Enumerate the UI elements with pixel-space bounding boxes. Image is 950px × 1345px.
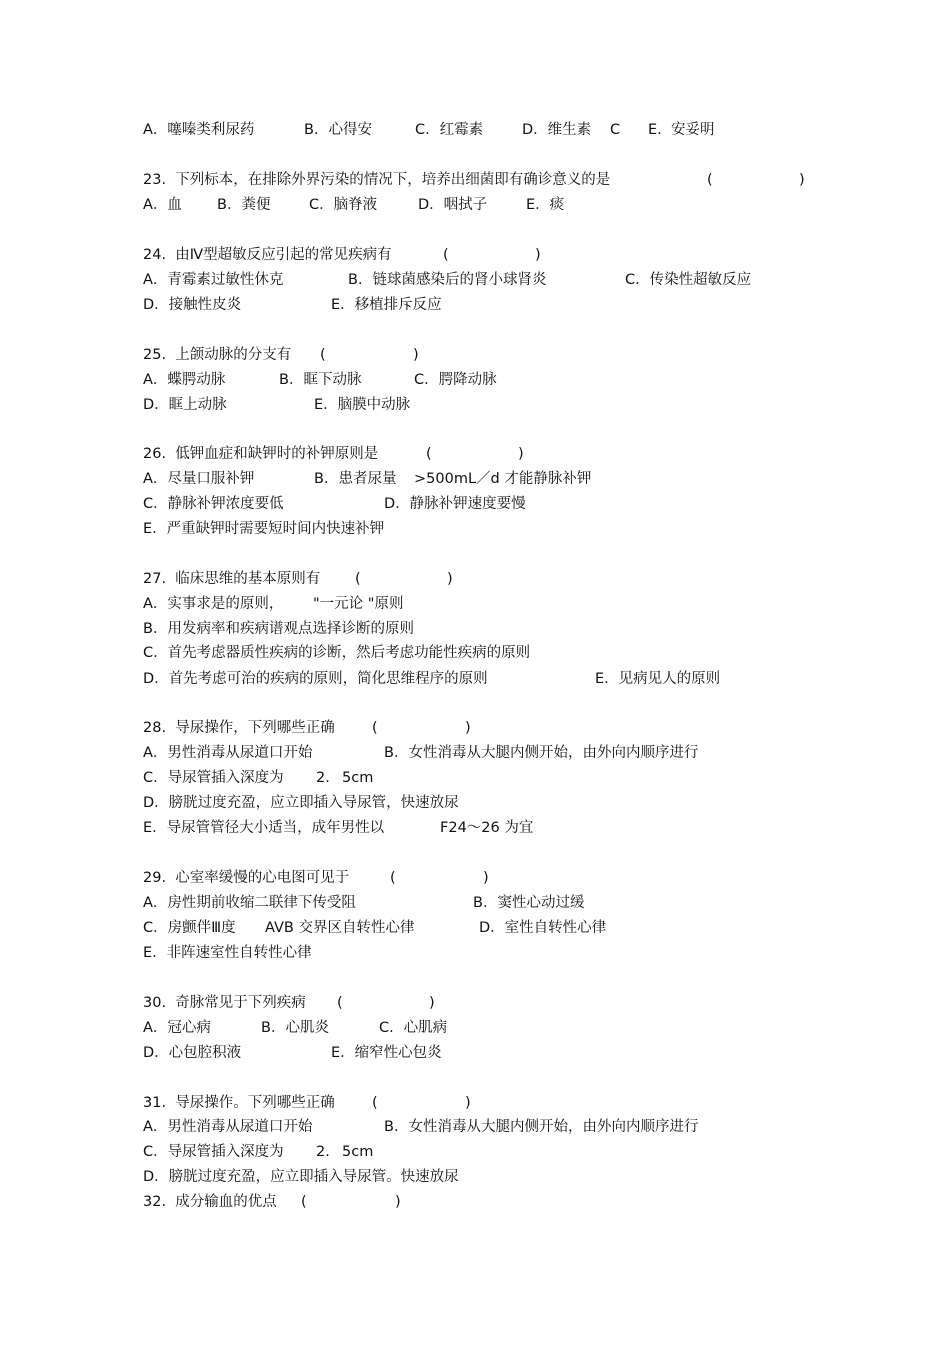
q25-stem-line bbox=[143, 345, 419, 365]
q26-option-c: C．静脉补钾浓度要低 bbox=[143, 496, 284, 512]
q24-stem: 24. 由Ⅳ型超敏反应引起的常见疾病有 bbox=[143, 247, 392, 263]
q22-options bbox=[143, 120, 715, 140]
q27-option-d: D．首先考虑可治的疾病的原则，简化思维程序的原则 bbox=[143, 671, 488, 687]
q25-option-a: A．蝶腭动脉 bbox=[143, 372, 226, 388]
q25-paren-close: ) bbox=[413, 347, 419, 363]
q31-paren-close: ) bbox=[465, 1095, 471, 1111]
q30-options-row1 bbox=[143, 1018, 448, 1038]
q26-option-a: A．尽量口服补钾 bbox=[143, 471, 255, 487]
q25-stem: 25. 上颌动脉的分支有 bbox=[143, 347, 292, 363]
q28-option-b: B．女性消毒从大腿内侧开始，由外向内顺序进行 bbox=[384, 745, 699, 761]
q26-option-b-condition: >500mL／d 才能静脉补钾 bbox=[414, 471, 592, 487]
q25-paren-open: ( bbox=[320, 347, 326, 363]
q29-paren-close: ) bbox=[483, 870, 489, 886]
q22-option-e: E. 安妥明 bbox=[648, 122, 715, 138]
q26-options-row1 bbox=[143, 469, 592, 489]
q24-option-c: C．传染性超敏反应 bbox=[625, 272, 752, 288]
q31-paren-open: ( bbox=[372, 1095, 378, 1111]
q23-paren-close: ) bbox=[799, 172, 805, 188]
q28-option-e: E．导尿管管径大小适当，成年男性以 bbox=[143, 820, 385, 836]
q24-option-b: B．链球菌感染后的肾小球肾炎 bbox=[348, 272, 547, 288]
q30-stem-line bbox=[143, 993, 435, 1013]
q24-option-d: D．接触性皮炎 bbox=[143, 297, 242, 313]
q29-options-row3 bbox=[143, 943, 312, 963]
q28-option-a: A．男性消毒从尿道口开始 bbox=[143, 745, 313, 761]
q27-paren-close: ) bbox=[447, 571, 453, 587]
q30-stem: 30. 奇脉常见于下列疾病 bbox=[143, 995, 306, 1011]
q27-option-c: C．首先考虑器质性疾病的诊断，然后考虑功能性疾病的原则 bbox=[143, 645, 531, 661]
q23-option-d: D．咽拭子 bbox=[418, 197, 488, 213]
q27-stem-line bbox=[143, 569, 453, 589]
q28-stem: 28. 导尿操作，下列哪些正确 bbox=[143, 720, 335, 736]
q24-options-row2 bbox=[143, 295, 442, 315]
q26-options-row2 bbox=[143, 494, 526, 514]
q26-option-d: D．静脉补钾速度要慢 bbox=[384, 496, 526, 512]
q25-options-row2 bbox=[143, 395, 411, 415]
q25-option-e: E．脑膜中动脉 bbox=[314, 397, 411, 413]
q24-options-row1 bbox=[143, 270, 752, 290]
q26-stem-line bbox=[143, 444, 524, 464]
q25-option-b: B．眶下动脉 bbox=[279, 372, 362, 388]
q27-option-a: A．实事求是的原则， bbox=[143, 596, 284, 612]
q31-stem: 31. 导尿操作。下列哪些正确 bbox=[143, 1095, 335, 1111]
q29-option-b: B．窦性心动过缓 bbox=[473, 895, 585, 911]
q29-option-d: D．室性自转性心律 bbox=[479, 920, 607, 936]
q30-option-e: E．缩窄性心包炎 bbox=[331, 1045, 442, 1061]
q30-options-row2 bbox=[143, 1043, 442, 1063]
q28-option-e-size: F24～26 为宜 bbox=[440, 820, 534, 836]
q25-options-row1 bbox=[143, 370, 497, 390]
q28-option-c-value: 2. bbox=[316, 770, 330, 786]
q29-options-row1 bbox=[143, 893, 585, 913]
q28-option-c-line bbox=[143, 768, 374, 788]
q23-option-c: C．脑脊液 bbox=[309, 197, 378, 213]
q26-paren-open: ( bbox=[426, 446, 432, 462]
q27-paren-open: ( bbox=[355, 571, 361, 587]
q28-option-e-line bbox=[143, 818, 534, 838]
q31-option-c: C．导尿管插入深度为 bbox=[143, 1144, 284, 1160]
q32-paren-open: ( bbox=[301, 1194, 307, 1210]
q28-options-row1 bbox=[143, 743, 699, 763]
q24-option-a: A．青霉素过敏性休克 bbox=[143, 272, 284, 288]
q24-paren-close: ) bbox=[535, 247, 541, 263]
q29-options-row2 bbox=[143, 918, 607, 938]
q30-option-c: C．心肌病 bbox=[379, 1020, 448, 1036]
q22-option-b: B．心得安 bbox=[304, 122, 372, 138]
q26-stem: 26. 低钾血症和缺钾时的补钾原则是 bbox=[143, 446, 379, 462]
q29-option-c: C．房颤伴Ⅲ度 bbox=[143, 920, 236, 936]
q27-option-de-line bbox=[143, 669, 721, 689]
q22-option-c: C．红霉素 bbox=[415, 122, 484, 138]
q30-paren-open: ( bbox=[337, 995, 343, 1011]
q30-option-a: A．冠心病 bbox=[143, 1020, 211, 1036]
q26-paren-close: ) bbox=[518, 446, 524, 462]
q31-options-row1 bbox=[143, 1117, 699, 1137]
q23-paren-open: ( bbox=[707, 172, 713, 188]
q23-stem: 23. 下列标本，在排除外界污染的情况下，培养出细菌即有确诊意义的是 bbox=[143, 172, 611, 188]
q27-option-b-line bbox=[143, 619, 414, 639]
q28-option-c: C．导尿管插入深度为 bbox=[143, 770, 284, 786]
q30-option-d: D．心包腔积液 bbox=[143, 1045, 242, 1061]
q31-option-d: D．膀胱过度充盈，应立即插入导尿管。快速放尿 bbox=[143, 1169, 459, 1185]
q22-option-a: A．噻嗪类利尿药 bbox=[143, 122, 255, 138]
q25-option-d: D．眶上动脉 bbox=[143, 397, 227, 413]
q24-stem-line bbox=[143, 245, 541, 265]
q27-option-b: B．用发病率和疾病谱观点选择诊断的原则 bbox=[143, 621, 414, 637]
q28-paren-close: ) bbox=[465, 720, 471, 736]
q27-option-e: E．见病见人的原则 bbox=[595, 671, 721, 687]
q23-option-e: E．痰 bbox=[526, 197, 565, 213]
q23-option-a: A．血 bbox=[143, 197, 182, 213]
q23-option-b: B．粪便 bbox=[217, 197, 271, 213]
q30-paren-close: ) bbox=[429, 995, 435, 1011]
q29-option-c-detail: AVB 交界区自转性心律 bbox=[265, 920, 415, 936]
q31-stem-line bbox=[143, 1093, 471, 1113]
q25-option-c: C．腭降动脉 bbox=[414, 372, 497, 388]
q28-stem-line bbox=[143, 718, 471, 738]
q26-options-row3 bbox=[143, 519, 385, 539]
q22-option-d-suffix: C bbox=[610, 122, 621, 138]
q27-option-a-line bbox=[143, 594, 404, 614]
q29-stem-line bbox=[143, 868, 489, 888]
q31-option-d-line bbox=[143, 1167, 459, 1187]
q29-stem: 29. 心室率缓慢的心电图可见于 bbox=[143, 870, 350, 886]
q23-options bbox=[143, 195, 565, 215]
q28-option-d-line bbox=[143, 793, 459, 813]
q30-option-b: B．心肌炎 bbox=[261, 1020, 329, 1036]
q27-stem: 27. 临床思维的基本原则有 bbox=[143, 571, 321, 587]
q24-option-e: E．移植排斥反应 bbox=[331, 297, 442, 313]
q32-stem-line bbox=[143, 1192, 401, 1212]
q28-option-c-unit: 5cm bbox=[342, 770, 374, 786]
q31-option-c-value: 2. bbox=[316, 1144, 330, 1160]
q23-stem-line bbox=[143, 170, 805, 190]
q29-option-e: E．非阵速室性自转性心律 bbox=[143, 945, 312, 961]
q32-stem: 32. 成分输血的优点 bbox=[143, 1194, 277, 1210]
q31-option-b: B．女性消毒从大腿内侧开始，由外向内顺序进行 bbox=[384, 1119, 699, 1135]
q31-option-c-line bbox=[143, 1142, 374, 1162]
q27-option-c-line bbox=[143, 643, 531, 663]
q32-paren-close: ) bbox=[395, 1194, 401, 1210]
q28-option-d: D．膀胱过度充盈，应立即插入导尿管，快速放尿 bbox=[143, 795, 459, 811]
q22-option-d: D．维生素 bbox=[522, 122, 592, 138]
q31-option-a: A．男性消毒从尿道口开始 bbox=[143, 1119, 313, 1135]
q27-option-a-quote: "一元论 "原则 bbox=[313, 596, 404, 612]
q29-option-a: A．房性期前收缩二联律下传受阻 bbox=[143, 895, 356, 911]
q24-paren-open: ( bbox=[443, 247, 449, 263]
q31-option-c-unit: 5cm bbox=[342, 1144, 374, 1160]
q29-paren-open: ( bbox=[390, 870, 396, 886]
q26-option-b: B．患者尿量 bbox=[314, 471, 397, 487]
q28-paren-open: ( bbox=[372, 720, 378, 736]
q26-option-e: E．严重缺钾时需要短时间内快速补钾 bbox=[143, 521, 385, 537]
